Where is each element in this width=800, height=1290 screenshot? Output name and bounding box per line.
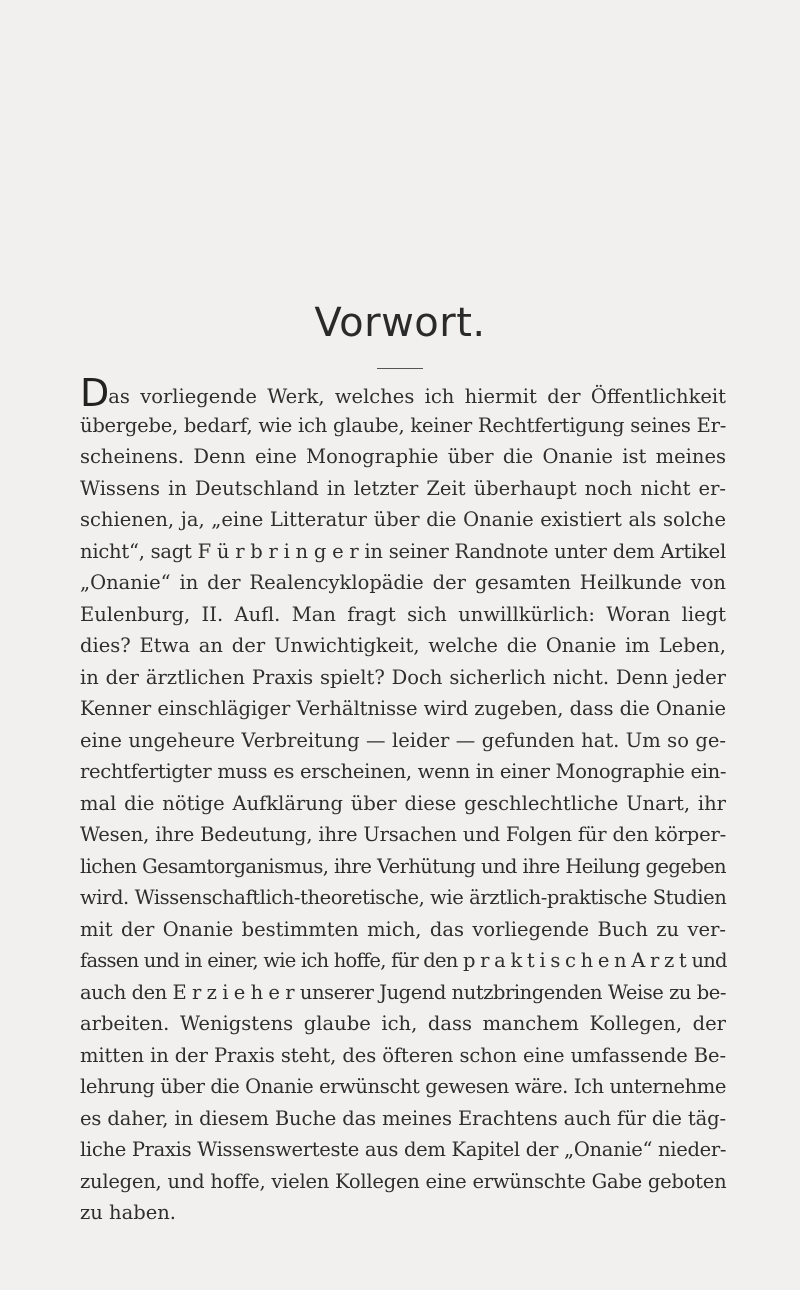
drop-cap: D: [80, 371, 110, 415]
text-line: Kenner einschlägiger Verhältnisse wird zugeben, dass die Onanie: [80, 697, 726, 720]
text-line: rechtfertigter muss es erscheinen, wenn in einer Monographie ein-: [80, 760, 727, 783]
text-line: eine ungeheure Verbreitung — leider — gefunden hat. Um so ge-: [80, 728, 726, 752]
text-line: zulegen, und hoffe, vielen Kollegen eine erwünschte Gabe geboten: [80, 1169, 727, 1193]
text-line: übergebe, bedarf, wie ich glaube, keiner Rechtfertigung seines Er-: [80, 413, 727, 437]
title-divider: [377, 368, 423, 369]
preface-text: [80, 371, 727, 1229]
text-line: fassen und in einer, wie ich hoffe, für den p r a k t i s c h e n A r z t und: [80, 949, 727, 972]
text-line: Wesen, ihre Bedeutung, ihre Ursachen und Folgen für den körper-: [80, 823, 726, 846]
text-line: lichen Gesamtorganismus, ihre Verhütung und ihre Heilung gegeben: [80, 854, 726, 878]
text-line: zu haben.: [80, 1201, 176, 1224]
text-line: wird. Wissenschaftlich-theoretische, wie ärztlich-praktische Studien: [80, 886, 727, 909]
text-line: liche Praxis Wissenswerteste aus dem Kapitel der „Onanie“ nieder-: [80, 1138, 727, 1161]
text-line: mal die nötige Aufklärung über diese geschlechtliche Unart, ihr: [80, 791, 726, 815]
text-line: mitten in der Praxis steht, des öfteren schon eine umfassende Be-: [80, 1043, 726, 1067]
text-line: in der ärztlichen Praxis spielt? Doch sicherlich nicht. Denn jeder: [80, 665, 726, 689]
text-line: arbeiten. Wenigstens glaube ich, dass manchem Kollegen, der: [80, 1012, 726, 1035]
text-line: „Onanie“ in der Realencyklopädie der gesamten Heilkunde von: [80, 571, 726, 594]
text-line: Das vorliegende Werk, welches ich hiermit der Öffentlichkeit: [80, 371, 726, 415]
text-line: nicht“, sagt F ü r b r i n g e r in seiner Randnote unter dem Artikel: [80, 539, 726, 563]
text-line: lehrung über die Onanie erwünscht gewesen wäre. Ich unternehme: [80, 1075, 726, 1098]
text-line: es daher, in diesem Buche das meines Erachtens auch für die täg-: [80, 1106, 726, 1130]
text-line: Eulenburg, II. Aufl. Man fragt sich unwillkürlich: Woran liegt: [80, 602, 726, 626]
text-line: dies? Etwa an der Unwichtigkeit, welche die Onanie im Leben,: [80, 634, 726, 657]
text-line: schienen, ja, „eine Litteratur über die Onanie existiert als solche: [80, 508, 726, 531]
text-line: scheinens. Denn eine Monographie über die Onanie ist meines: [80, 445, 726, 468]
text-line: mit der Onanie bestimmten mich, das vorliegende Buch zu ver-: [80, 917, 726, 941]
text-line: auch den E r z i e h e r unserer Jugend nutzbringenden Weise zu be-: [80, 980, 726, 1004]
page-title: Vorwort.: [314, 300, 486, 346]
text-line: Wissens in Deutschland in letzter Zeit überhaupt noch nicht er-: [80, 476, 726, 500]
